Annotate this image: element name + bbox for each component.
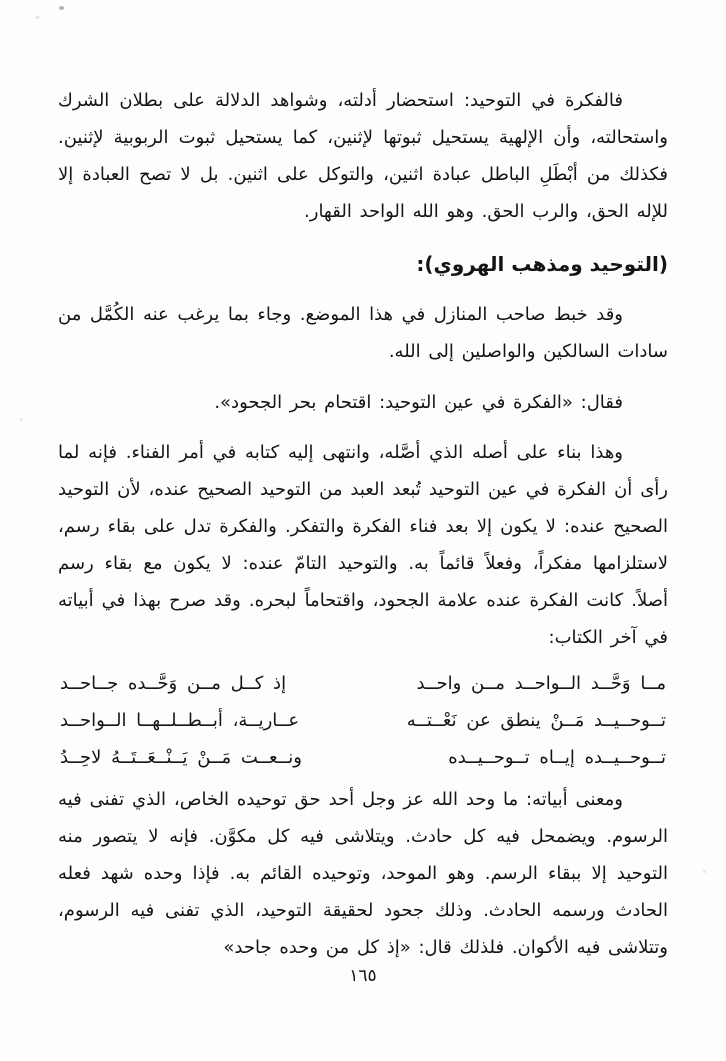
section-heading: (التوحيد ومذهب الهروي):	[416, 252, 668, 276]
poem-verse	[60, 665, 666, 702]
poem-hemistich-second: ونــعــت مَــنْ يَــنْــعَــتَــهُ لاحِــدُ	[60, 747, 302, 768]
poem-hemistich-second: إذ كــل مــن وَحَّــده جــاحــد	[60, 673, 287, 694]
poem-verse	[60, 739, 666, 776]
paragraph-fikra-tawhid: فالفكرة في التوحيد: استحضار أدلته، وشواهد الدلالة على بطلان الشرك واستحالته، وأن الإلهية يستحيل ثبوتها لإثنين، كما يستحيل ثبوت الربوبية لإثنين. فكذلك من أبْطَلِ الباطل عبادة اثنين، والتوكل على اثنين. بل لا تصح العبادة إلا للإله الحق، والرب الحق. وهو الله الواحد القهار.	[58, 90, 668, 222]
poem-hemistich-first: تــوحــيــد مَــنْ ينطق عن نَعْــتــه	[406, 710, 666, 731]
scan-speck	[59, 6, 64, 10]
scan-speck	[20, 418, 23, 421]
poem-hemistich-first: مــا وَحَّــد الــواحــد مــن واحــد	[416, 673, 666, 694]
poem-verse	[60, 702, 666, 739]
paragraph-harawi-quote: فقال: «الفكرة في عين التوحيد: اقتحام بحر الجحود».	[214, 392, 623, 413]
paragraph-meaning: ومعنى أبياته: ما وحد الله عز وجل أحد حق توحيده الخاص، الذي تفنى فيه الرسوم. ويضمحل فيه كل حادث. ويتلاشى فيه كل مكوَّن. فإنه لا يتصور منه التوحيد إلا ببقاء الرسم. وهو الموحد، وتوحيده القائم به. فإذا وحده شهد فعله الحادث ورسمه الحادث. وذلك جحود لحقيقة التوحيد، الذي تفنى فيه الرسوم، وتتلاشى فيه الأكوان. فلذلك قال: «إذ كل من وحده جاحد»	[58, 789, 668, 958]
paragraph-sahib-manazil: وقد خبط صاحب المنازل في هذا الموضع. وجاء بما يرغب عنه الكُمَّل من سادات السالكين والواصلين إلى الله.	[58, 304, 668, 362]
poem-hemistich-second: عــاريــة، أبــطــلــهــا الــواحــد	[60, 710, 300, 731]
poem	[60, 665, 666, 776]
poem-hemistich-first: تــوحــيــده إيــاه تــوحــيــده	[448, 747, 666, 768]
page-number: ١٦٥	[349, 966, 377, 986]
paragraph-explanation: وهذا بناء على أصله الذي أصَّله، وانتهى إليه كتابه في أمر الفناء. فإنه لما رأى أن الفكرة في عين التوحيد تُبعد العبد من التوحيد الصحيح عنده، لأن التوحيد الصحيح عنده: لا يكون إلا بعد فناء الفكرة والتفكر. والفكرة تدل على بقاء رسم، لاستلزامها مفكراً، وفعلاً قائماً به. والتوحيد التامّ عنده: لا يكون مع بقاء رسم أصلاً. كانت الفكرة عنده علامة الجحود، واقتحاماً لبحره. وقد صرح بهذا في أبياته في آخر الكتاب:	[58, 442, 668, 648]
scan-speck	[703, 870, 706, 873]
scan-speck	[36, 16, 39, 19]
